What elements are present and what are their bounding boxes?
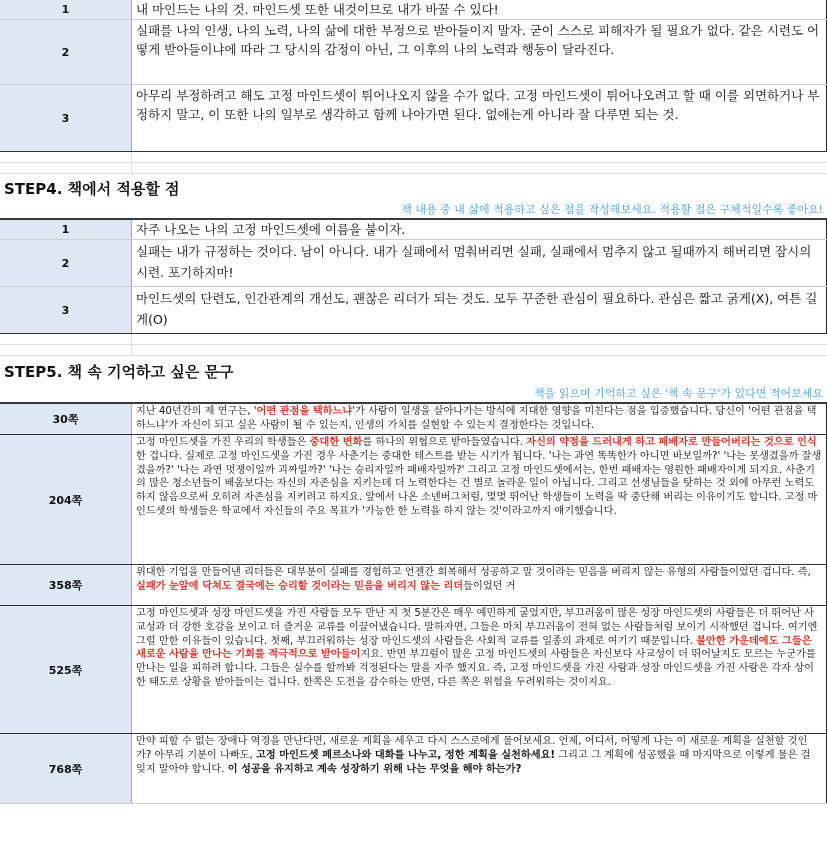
row-text: 마인드셋의 단련도, 인간관계의 개선도, 괜찮은 리더가 되는 것도. 모두 꾸준한 관심이 필요하다. 관심은 짧고 굵게(X), 여튼 길게(O) xyxy=(132,287,827,333)
quote-text xyxy=(132,404,827,434)
quote-text xyxy=(132,435,827,564)
step4-title: STEP4. 책에서 적용할 점 xyxy=(4,179,180,198)
quote-segment: 지난 40년간의 제 연구는, ' xyxy=(136,406,257,417)
row-text: 자주 나오는 나의 고정 마인드셋에 이름을 붙이자. xyxy=(132,220,827,239)
step4-row-1[interactable] xyxy=(0,220,827,240)
quote-segment: 지요. 반면 부끄럼이 많은 고정 마인드셋의 사람들은 자신보다 사교성이 더 뛰어날지도 모르는 누군가를 만나는 일을 피하려 합니다. 그들은 실수를 할까봐 걱정된다는 말을 자주 했지요. 즉, 고정 마인드셋을 가진 사람과 성장 마인드셋을 가진 사람은 각자 상이한 태도로 상황을 받아들이는 겁니다. 한쪽은 도전을 감수하는 반면, 다른 쪽은 위험을 두려워하는 것이지요. xyxy=(136,649,816,688)
page-number: 525쪽 xyxy=(0,606,132,733)
quote-segment: 고정 마인드셋과 성장 마인드셋을 가진 사람들 모두 만난 지 첫 5분간은 매우 예민하게 굴었지만, 부끄러움이 많은 성장 마인드셋의 사람들은 더 뛰어난 사교성과 더 강한 호감을 보이고 더 즐거운 교류를 이끌어냈습니다. 말하자면, 그들은 마치 부끄러움이 전혀 없는 사람들처럼 보이기 시작했던 겁니다. 여기엔 그럴 만한 이유들이 있습니다. 첫째, 부끄러워하는 성장 마인드셋의 사람들은 사회적 교류를 일종의 과제로 여기기 때문입니다. xyxy=(136,608,818,647)
row-number: 2 xyxy=(0,240,132,286)
step3-row-1[interactable] xyxy=(0,0,827,20)
quote-text xyxy=(132,565,827,605)
page-number: 30쪽 xyxy=(0,404,132,434)
step5-table xyxy=(0,404,827,804)
step4-row-2[interactable] xyxy=(0,240,827,287)
highlighted-text: 자신의 약점을 드러내게 하고 패배자로 만들어버리는 것으로 인식 xyxy=(526,437,817,448)
quote-segment: 고정 마인드셋을 가진 우리의 학생들은 xyxy=(136,437,310,448)
quote-segment: 를 하나의 위협으로 받아들였습니다. xyxy=(362,437,527,448)
row-number: 1 xyxy=(0,220,132,239)
step3-row-2[interactable] xyxy=(0,20,827,85)
step5-title: STEP5. 책 속 기억하고 싶은 문구 xyxy=(4,362,234,381)
quote-segment: 만약 피할 수 없는 장애나 역경을 만난다면, 새로운 계획을 세우고 다시 스스로에게 물어보세요. 언제, 어디서, 어떻게 나는 이 새로운 계획을 실천할 것인가? 아무리 기분이 나빠도, xyxy=(136,736,808,761)
highlighted-text: 어떤 관점을 택하느냐 xyxy=(256,406,353,417)
quote-segment: 위대한 기업을 만들어낸 리더들은 대부분이 실패를 경험하고 언젠간 회복해서 성공하고 말 것이라는 믿음을 버리지 않는 유형의 사람들이었던 겁니다. 즉, xyxy=(136,567,811,578)
step3-row-3[interactable] xyxy=(0,85,827,152)
page-number: 358쪽 xyxy=(0,565,132,605)
row-number: 1 xyxy=(0,0,132,19)
row-text: 아무리 부정하려고 해도 고정 마인드셋이 튀어나오지 않을 수가 없다. 고정 마인드셋이 튀어나오려고 할 때 이를 외면하거나 부정하지 말고, 이 또한 나의 일부로 생각하고 함께 나아가면 된다. 없애는게 아니라 잘 다루면 되는 것. xyxy=(132,85,827,151)
highlighted-text: 중대한 변화 xyxy=(309,437,363,448)
empty-row xyxy=(0,152,827,163)
quote-text xyxy=(132,606,827,733)
quote-segment: 들이었던 거 xyxy=(463,580,516,592)
bold-text: 고정 마인드셋 페르소나와 대화를 나누고, 정한 계획을 실천하세요! xyxy=(256,749,556,761)
row-number: 3 xyxy=(0,85,132,151)
quote-segment: 그리고 그 계획에 성공했을 때 마지막으로 이렇게 물은 걸 잊지 말아야 합니다. xyxy=(136,749,811,775)
row-text: 내 마인드는 나의 것. 마인드셋 또한 내것이므로 내가 바꿀 수 있다! xyxy=(132,0,827,19)
quote-text xyxy=(132,734,827,803)
empty-row xyxy=(0,345,827,356)
quote-row[interactable] xyxy=(0,565,827,606)
quote-row[interactable] xyxy=(0,435,827,565)
quote-segment: '가 사람이 일생을 살아나가는 방식에 지대한 영향을 미친다는 점을 입증했습니다. 당신이 '어떤 관점을 택하느냐'가 자신이 되고 싶은 사람이 될 수 있는지, 인생의 가치를 실현할 수 있는지 결정한다는 것입니다. xyxy=(136,406,817,431)
empty-row xyxy=(0,163,827,174)
row-text: 실패는 내가 규정하는 것이다. 남이 아니다. 내가 실패에서 멈춰버리면 실패, 실패에서 멈추지 않고 될때까지 해버리면 잠시의 시련. 포기하지마! xyxy=(132,240,827,286)
row-number: 2 xyxy=(0,20,132,84)
highlighted-text: 실패가 눈앞에 닥쳐도 결국에는 승리할 것이라는 믿음을 버리지 않는 리더 xyxy=(136,580,464,592)
step4-row-3[interactable] xyxy=(0,287,827,334)
step4-hint: 책 내용 중 내 삶에 적용하고 싶은 점을 작성해보세요. 적용할 점은 구체적일수록 좋아요! xyxy=(0,202,827,220)
quote-row[interactable] xyxy=(0,734,827,804)
quote-segment: 한 겁니다. 실제로 고정 마인드셋을 가진 경우 사춘기는 중대한 테스트를 받는 시기가 됩니다. '나는 과연 똑똑한가 아니면 바보일까?' '나는 못생겼을까 잘생겼을까?' '나는 과연 멋쟁이일까 괴짜일까?' '나는 승리자일까 패배자일까?' 그리고 고정 마인드셋에서는, 한번 패배자는 영원한 패배자이게 되지요. 사춘기의 많은 청소년들이 배움보다는 자신의 자존심을 지키는데 더 노력한다는 건 별로 놀라운 일이 아닙니다. 그리고 선생님들을 탓하는 것 외에 아무런 노력도 하지 않음으로써 오히려 자존심을 지키려고 하지요. 앞에서 나온 소넨버그처럼, 몇몇 뛰어난 학생들이 노력을 딱 중단해 버리는 이유이기도 합니다. 고정 마인드셋의 학생들은 학교에서 자신들의 주요 목표가 '가능한 한 노력을 하지 않는 것'이라고까지 얘기했습니다. xyxy=(136,450,822,517)
highlighted-text: 불안한 가운데에도 그들은 새로운 사람을 만나는 기회를 적극적으로 받아들이 xyxy=(136,635,812,661)
page-number: 204쪽 xyxy=(0,435,132,564)
empty-row xyxy=(0,334,827,345)
quote-row[interactable] xyxy=(0,606,827,734)
page-number: 768쪽 xyxy=(0,734,132,803)
step5-hint: 책을 읽으며 기억하고 싶은 '책 속 문구'가 있다면 적어보세요 xyxy=(0,386,827,404)
row-number: 3 xyxy=(0,287,132,333)
row-text: 실패를 나의 인생, 나의 노력, 나의 삶에 대한 부정으로 받아들이지 말자. 굳이 스스로 피해자가 될 필요가 없다. 같은 시련도 어떻게 받아들이냐에 따라 그 당시의 감정이 아닌, 그 이후의 나의 노력과 행동이 달라진다. xyxy=(132,20,827,84)
bold-text: 이 성공을 유지하고 계속 성장하기 위해 나는 무엇을 해야 하는가? xyxy=(227,763,522,775)
quote-row[interactable] xyxy=(0,404,827,435)
